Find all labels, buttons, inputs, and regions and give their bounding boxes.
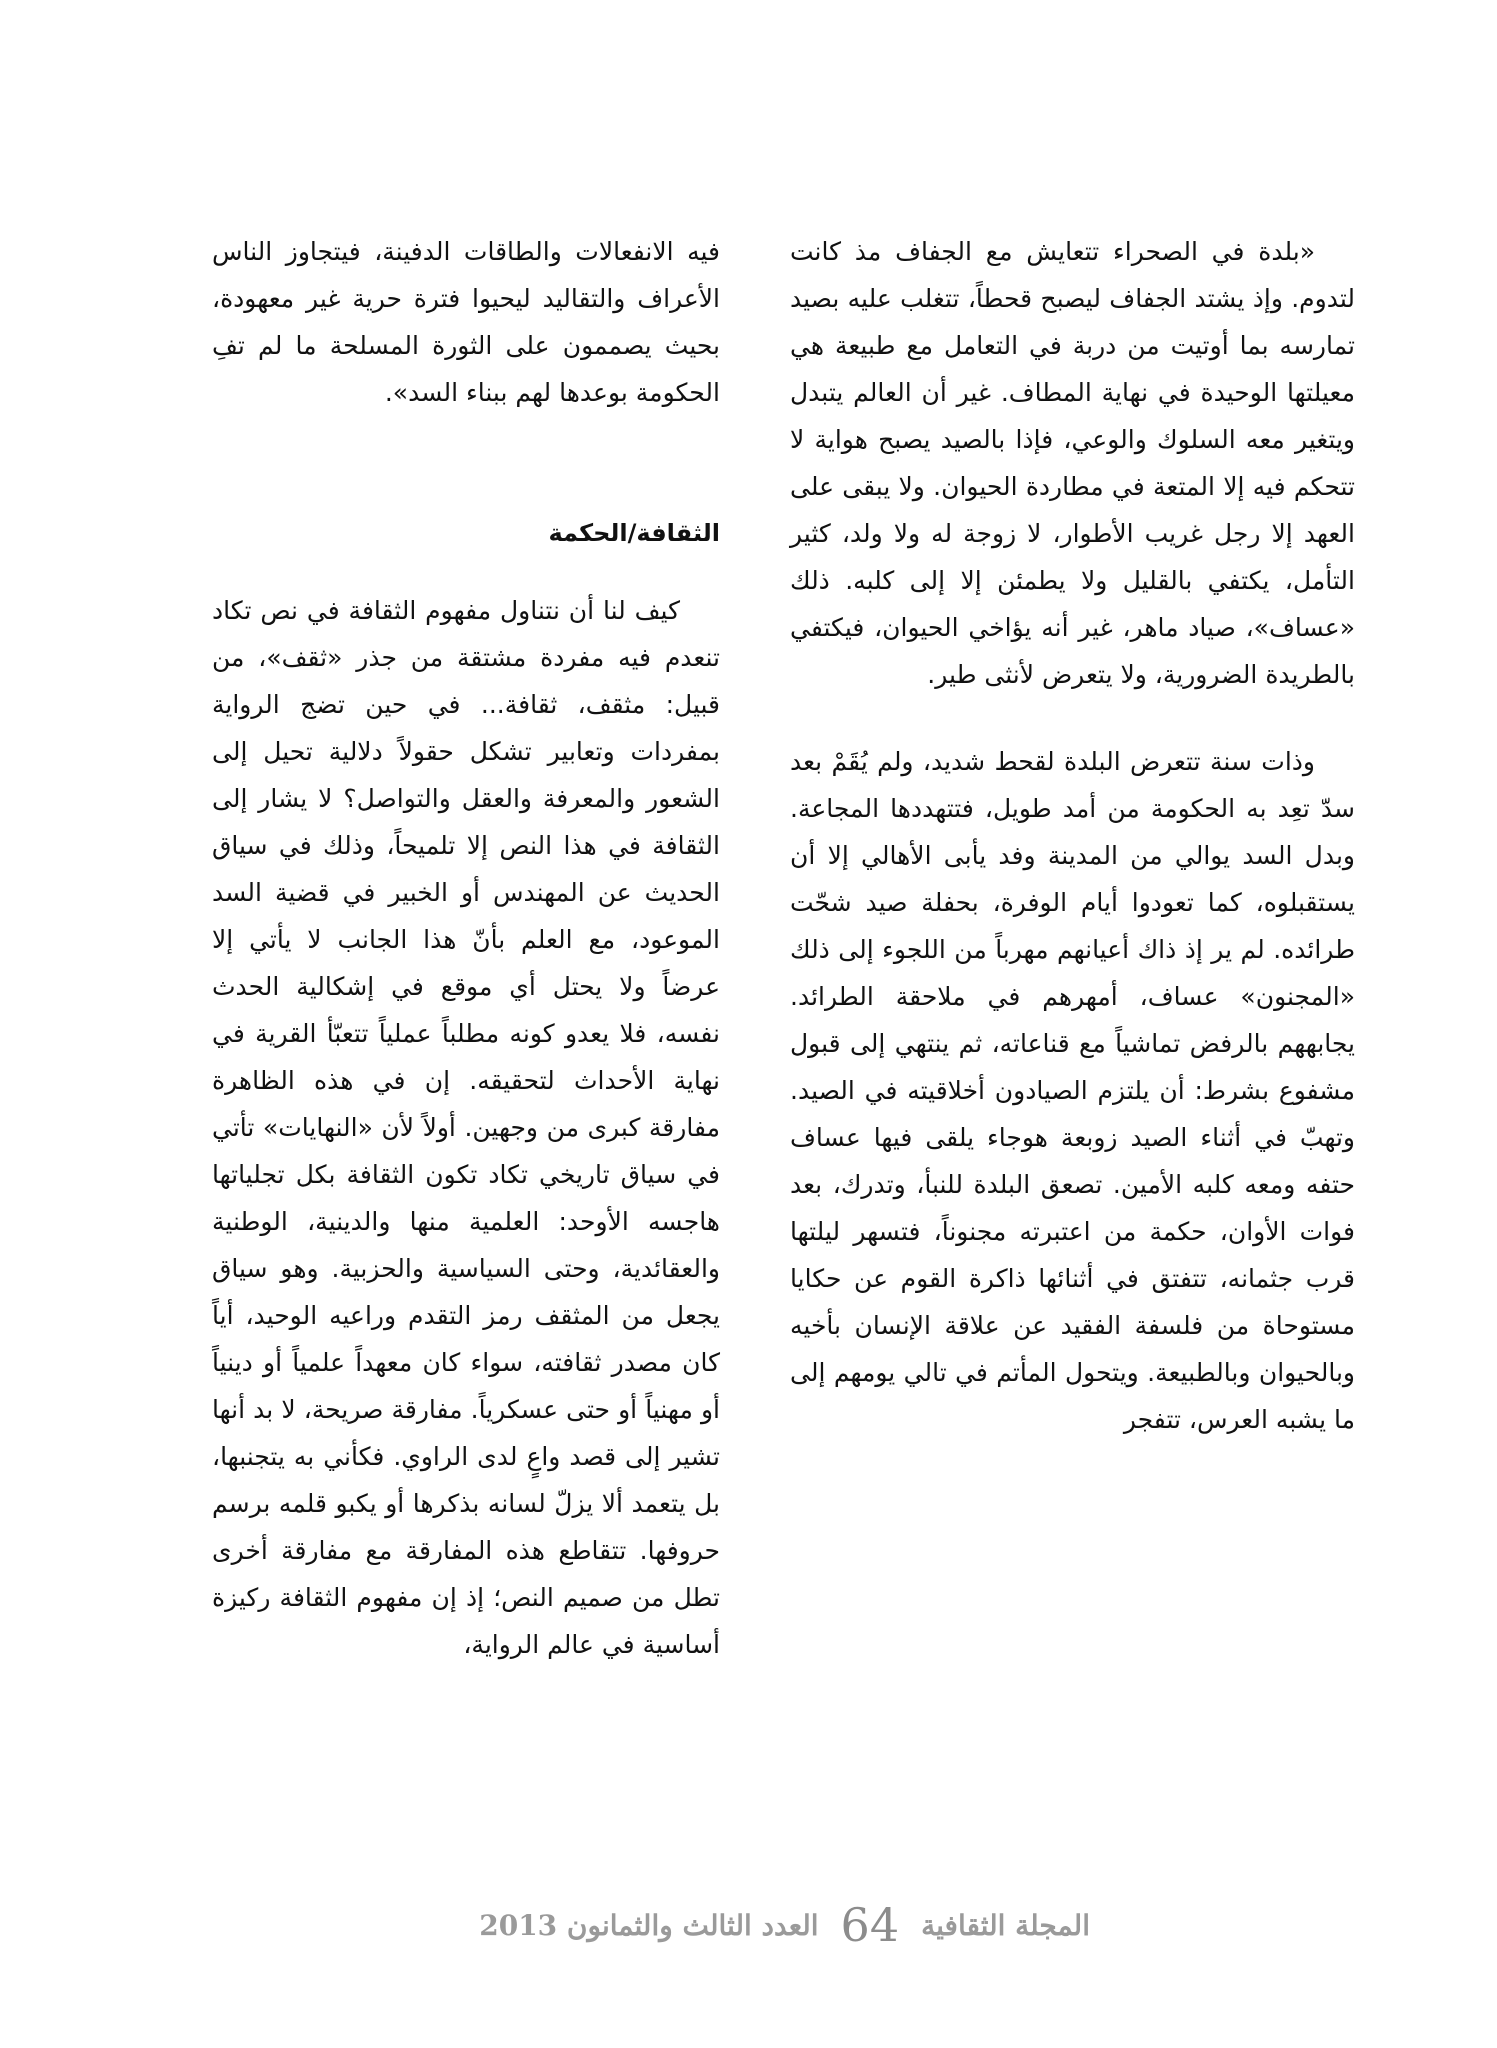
page-footer bbox=[430, 1895, 1090, 1955]
article-paragraph: وذات سنة تتعرض البلدة لقحط شديد، ولم يُقَمْ بعد سدّ تعِد به الحكومة من أمد طويل، فتتهددها المجاعة. وبدل السد يوالي من المدينة وفد يأبى الأهالي إلا أن يستقبلوه، كما تعودوا أيام الوفرة، بحفلة صيد شحّت طرائده. لم ير إذ ذاك أعيانهم مهرباً من اللجوء إلى ذلك «المجنون» عساف، أمهرهم في ملاحقة الطرائد. يجابههم بالرفض تماشياً مع قناعاته، ثم ينتهي إلى قبول مشفوع بشرط: أن يلتزم الصيادون أخلاقيته في الصيد. وتهبّ في أثناء الصيد زوبعة هوجاء يلقى فيها عساف حتفه ومعه كلبه الأمين. تصعق البلدة للنبأ، وتدرك، بعد فوات الأوان، حكمة من اعتبرته مجنوناً، فتسهر ليلتها قرب جثمانه، تتفتق في أثنائها ذاكرة القوم عن حكايا مستوحاة من فلسفة الفقيد عن علاقة الإنسان بأخيه وبالحيوان وبالطبيعة. ويتحول المأتم في تالي يومهم إلى ما يشبه العرس، تتفجر bbox=[790, 747, 1355, 1434]
article-paragraph: «بلدة في الصحراء تتعايش مع الجفاف مذ كانت لتدوم. وإذ يشتد الجفاف ليصبح قحطاً، تتغلب عليه بصيد تمارسه بما أوتيت من دربة في التعامل مع طبيعة هي معيلتها الوحيدة في نهاية المطاف. غير أن العالم يتبدل ويتغير معه السلوك والوعي، فإذا بالصيد يصبح هواية لا تتحكم فيه إلا المتعة في مطاردة الحيوان. ولا يبقى على العهد إلا رجل غريب الأطوار، لا زوجة له ولا ولد، كثير التأمل، يكتفي بالقليل ولا يطمئن إلا إلى كلبه. ذلك «عساف»، صياد ماهر، غير أنه يؤاخي الحيوان، فيكتفي بالطريدة الضرورية، ولا يتعرض لأنثى طير. bbox=[790, 237, 1355, 689]
article-left-column bbox=[212, 228, 720, 1668]
page-number: 64 bbox=[840, 1898, 900, 1952]
issue-label: العدد الثالث والثمانون 2013 bbox=[479, 1908, 819, 1942]
article-paragraph: كيف لنا أن نتناول مفهوم الثقافة في نص تكاد تنعدم فيه مفردة مشتقة من جذر «ثقف»، من قبيل: مثقف، ثقافة... في حين تضج الرواية بمفردات وتعابير تشكل حقولاً دلالية تحيل إلى الشعور والمعرفة والعقل والتواصل؟ لا يشار إلى الثقافة في هذا النص إلا تلميحاً، وذلك في سياق الحديث عن المهندس أو الخبير في قضية السد الموعود، مع العلم بأنّ هذا الجانب لا يأتي إلا عرضاً ولا يحتل أي موقع في إشكالية الحدث نفسه، فلا يعدو كونه مطلباً عملياً تتعبّأ القرية في نهاية الأحداث لتحقيقه. إن في هذه الظاهرة مفارقة كبرى من وجهين. أولاً لأن «النهايات» تأتي في سياق تاريخي تكاد تكون الثقافة بكل تجلياتها هاجسه الأوحد: العلمية منها والدينية، الوطنية والعقائدية، وحتى السياسية والحزبية. وهو سياق يجعل من المثقف رمز التقدم وراعيه الوحيد، أياً كان مصدر ثقافته، سواء كان معهداً علمياً أو دينياً أو مهنياً أو حتى عسكرياً. مفارقة صريحة، لا بد أنها تشير إلى قصد واعٍ لدى الراوي. فكأني به يتجنبها، بل يتعمد ألا يزلّ لسانه بذكرها أو يكبو قلمه برسم حروفها. تتقاطع هذه المفارقة مع مفارقة أخرى تطل من صميم النص؛ إذ إن مفهوم الثقافة ركيزة أساسية في عالم الرواية، bbox=[212, 596, 720, 1659]
article-right-column bbox=[790, 228, 1355, 1443]
magazine-logo: المجلة الثقافية bbox=[921, 1908, 1090, 1942]
section-heading: الثقافة/الحكمة bbox=[548, 519, 720, 547]
article-paragraph: فيه الانفعالات والطاقات الدفينة، فيتجاوز الناس الأعراف والتقاليد ليحيوا فترة حرية غير معهودة، بحيث يصممون على الثورة المسلحة ما لم تفِ الحكومة بوعدها لهم ببناء السد». bbox=[212, 237, 720, 407]
